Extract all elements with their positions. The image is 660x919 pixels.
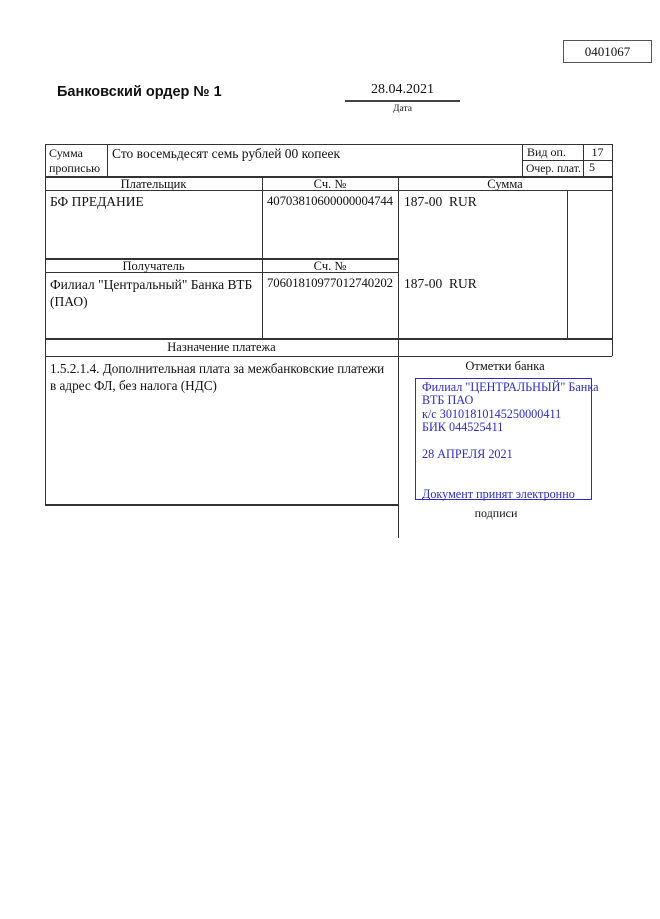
purpose-cell-bottom-border [45, 504, 398, 506]
payer-name: БФ ПРЕДАНИЕ [50, 194, 144, 209]
purpose-header: Назначение платежа [167, 340, 276, 354]
date-value: 28.04.2021 [371, 82, 434, 97]
op-type-left-border [522, 144, 523, 176]
recipient-amount: 187-00 RUR [404, 276, 477, 291]
stamp-line: 28 АПРЕЛЯ 2021 [422, 447, 513, 462]
stamp-line: Документ принят электронно [422, 487, 575, 502]
recipient-name: Филиал "Центральный" Банка ВТБ (ПАО) [50, 277, 253, 309]
recipient-account: 70601810977012740202 [267, 276, 393, 290]
stamp-line [422, 435, 591, 448]
purpose-text: 1.5.2.1.4. Дополнительная плата за межбанковские платежи в адрес ФЛ, без налога (НДС) [50, 361, 385, 393]
sum-extra-column-divider [567, 190, 568, 338]
recipient-column-header: Получатель [122, 259, 185, 273]
table-border-left [45, 144, 46, 504]
payer-account: 40703810600000004744 [267, 194, 393, 208]
form-code: 0401067 [584, 43, 631, 59]
bank-stamp [415, 378, 599, 502]
account-sum-divider [398, 176, 399, 538]
payer-amount: 187-00 RUR [404, 194, 477, 209]
stamp-line: ВТБ ПАО [422, 393, 474, 408]
sum-words-label-divider [107, 144, 108, 176]
signatures-label: подписи [474, 506, 518, 520]
stamp-line [422, 475, 591, 488]
date-label: Дата [393, 104, 412, 114]
table-border-right [612, 144, 613, 356]
sum-column-header: Сумма [487, 177, 523, 191]
bank-marks-header: Отметки банка [465, 359, 545, 373]
stamp-line: к/с 30101810145250000411 [422, 406, 562, 421]
form-code-box [563, 40, 652, 63]
purpose-header-bottom-border [45, 356, 612, 357]
payer-account-column-header: Сч. № [313, 177, 347, 191]
amount-in-words: Сто восемьдесят семь рублей 00 копеек [112, 146, 341, 161]
priority-value: 5 [589, 160, 595, 174]
op-type-value: 17 [591, 145, 604, 159]
date-underline [345, 100, 460, 102]
priority-label: Очер. плат. [526, 161, 581, 175]
recipient-account-column-header: Сч. № [313, 259, 347, 273]
payer-account-divider [262, 176, 263, 338]
payer-column-header: Плательщик [120, 177, 187, 191]
stamp-line: БИК 044525411 [422, 420, 504, 435]
op-type-label: Вид оп. [527, 145, 566, 159]
sum-words-label: Сумма прописью [49, 146, 101, 175]
stamp-line: Филиал "ЦЕНТРАЛЬНЫЙ" Банка [422, 380, 599, 394]
document-title: Банковский ордер № 1 [57, 84, 222, 100]
stamp-line [422, 461, 591, 474]
